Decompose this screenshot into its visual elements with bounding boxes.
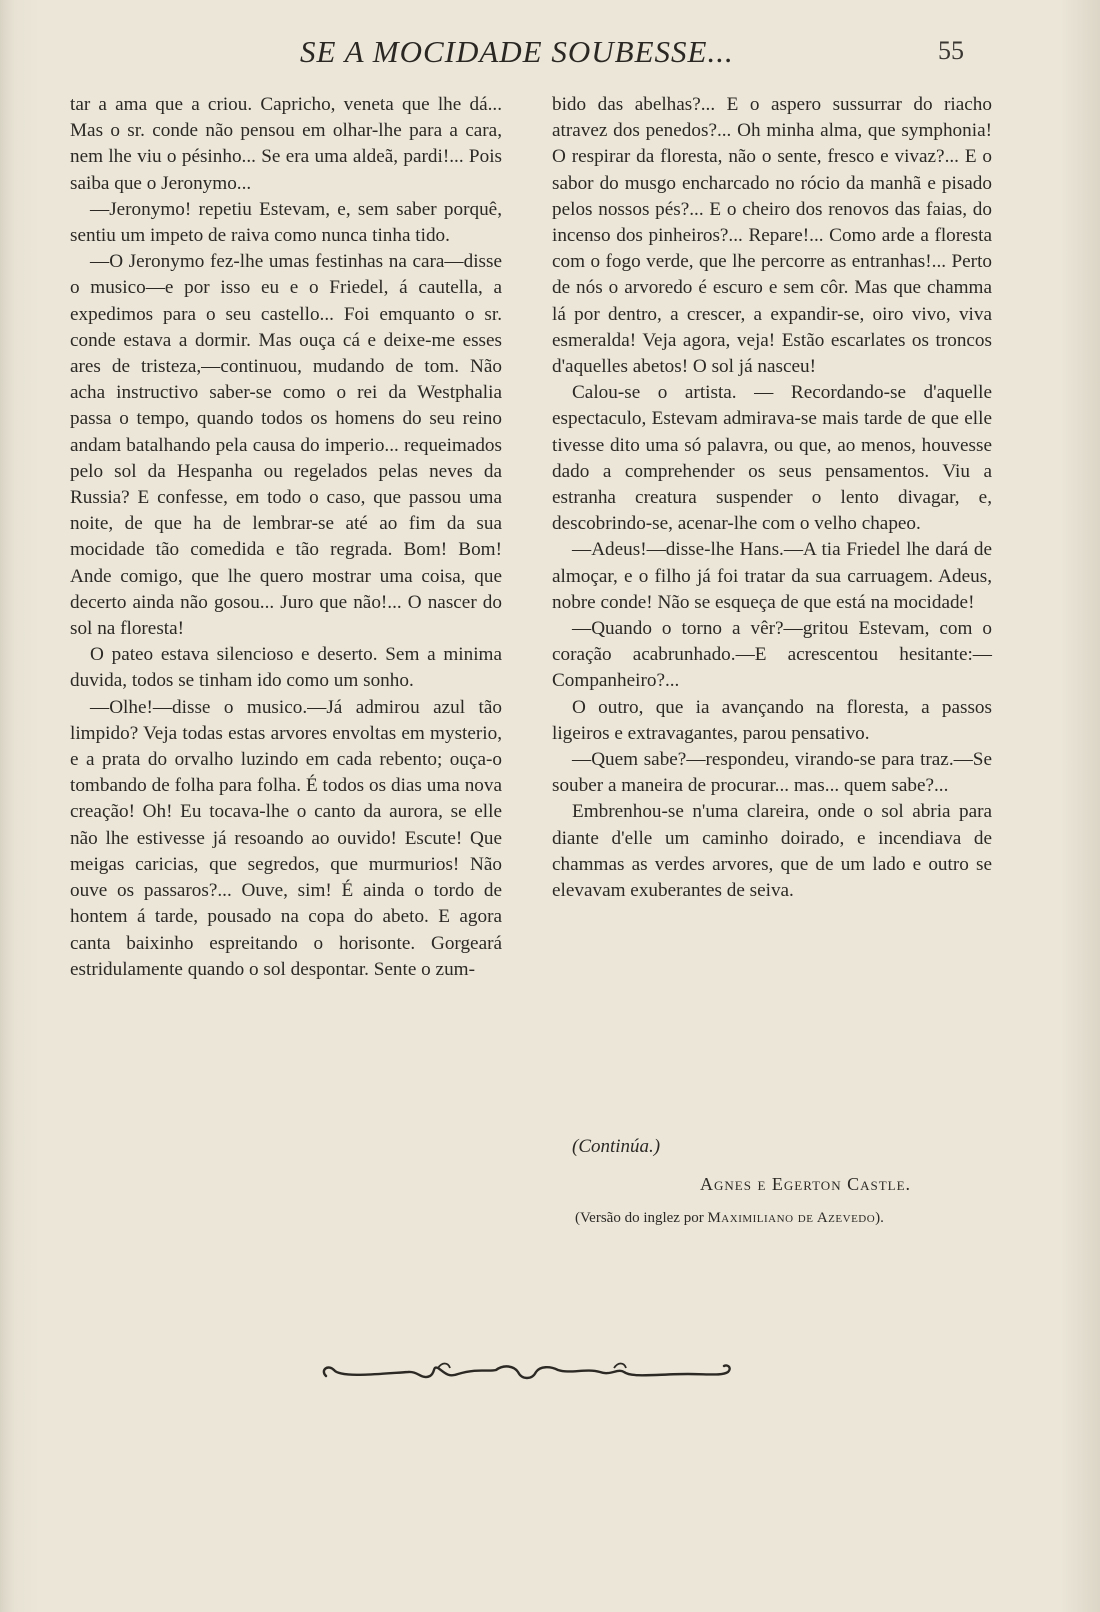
- translation-note: [575, 1210, 995, 1227]
- right-paragraph-2: Calou-se o artista. — Recordando-se d'aquelle espectaculo, Estevam admirava-se mais tarde de que elle tivesse dito uma só palavra, ou que, ao menos, houvesse dado a comprehender os seus pensamentos. Viu a estranha creatura suspender o lento divagar, e, descobrindo-se, acenar-lhe com o velho chapeo.: [552, 382, 992, 535]
- right-paragraph-5: O outro, que ia avançando na floresta, a passos ligeiros e extravagantes, parou pensativo.: [552, 696, 992, 744]
- continua-note: (Continúa.): [572, 1136, 661, 1157]
- translator-name: Maximiliano de Azevedo: [707, 1210, 876, 1226]
- left-paragraph-3: —O Jeronymo fez-lhe umas festinhas na cara—disse o musico—e por isso eu e o Friedel, á cautella, a expedimos para o seu castello... Foi emquanto o sr. conde estava a dormir. Mas ouça cá e deixe-me esses ares de tristeza,—continuou, mudando de tom. Não acha instructivo saber-se como o rei da Westphalia passa o tempo, quando todos os homens do seu reino andam batalhando pela causa do imperio... requeimados pelo sol da Hespanha ou regelados pelas neves da Russia? E confesse, em todo o caso, que passou uma noite, de que ha de lembrar-se até ao fim da sua mocidade tão comedida e tão regrada. Bom! Bom! Ande comigo, que lhe quero mostrar uma coisa, que decerto ainda não gosou... Juro que não!... O nascer do sol na floresta!: [70, 251, 502, 640]
- page-number: 55: [938, 36, 964, 65]
- translation-prefix: (Versão do inglez por: [575, 1210, 708, 1226]
- running-title: SE A MOCIDADE SOUBESSE...: [300, 34, 734, 69]
- left-paragraph-5: —Olhe!—disse o musico.—Já admirou azul tão limpido? Veja todas estas arvores envoltas em mysterio, e a prata do orvalho luzindo em cada rebento; ouça-o tombando de folha para folha. É todos os dias uma nova creação! Oh! Eu tocava-lhe o canto da aurora, se elle não lhe estivesse já resoando ao ouvido! Escute! Que meigas caricias, que segredos, que murmurios! Não ouve os passaros?... Ouve, sim! É ainda o tordo de hontem á tarde, pousado na copa do abeto. E agora canta baixinho espreitando o horisonte. Gorgeará estridulamente quando o sol despontar. Sente o zum-: [70, 696, 502, 980]
- left-paragraph-1: tar a ama que a criou. Capricho, veneta que lhe dá... Mas o sr. conde não pensou em olhar-lhe para a cara, nem lhe viu o pésinho... Se era uma aldeã, pardi!... Pois saiba que o Jeronymo...: [70, 94, 502, 194]
- right-paragraph-3: —Adeus!—disse-lhe Hans.—A tia Friedel lhe dará de almoçar, e o filho já foi tratar da sua carruagem. Adeus, nobre conde! Não se esqueça de que está na mocidade!: [552, 539, 992, 613]
- right-column: [552, 92, 992, 904]
- decorative-flourish-ornament: [318, 1354, 748, 1394]
- author-signature: Agnes e Egerton Castle.: [700, 1174, 912, 1194]
- right-paragraph-4: —Quando o torno a vêr?—gritou Estevam, com o coração acabrunhado.—E acrescentou hesitante:—Companheiro?...: [552, 618, 992, 692]
- left-paragraph-4: O pateo estava silencioso e deserto. Sem a minima duvida, todos se tinham ido como um sonho.: [70, 644, 502, 692]
- right-paragraph-6: —Quem sabe?—respondeu, virando-se para traz.—Se souber a maneira de procurar... mas... quem sabe?...: [552, 749, 992, 797]
- left-paragraph-2: —Jeronymo! repetiu Estevam, e, sem saber porquê, sentiu um impeto de raiva como nunca tinha tido.: [70, 198, 502, 247]
- right-paragraph-1: bido das abelhas?... E o aspero sussurrar do riacho atravez dos penedos?... Oh minha alma, que symphonia! O respirar da floresta, não o sente, fresco e vivaz?... E o sabor do musgo encharcado no rócio da manhã e pisado pelos nossos pés?... E o cheiro dos renovos das faias, do incenso dos pinheiros?... Repare!... Como arde a floresta com o fogo verde, que lhe percorre as entranhas!... Perto de nós o arvoredo é escuro e sem côr. Mas que chamma lá por dentro, a crescer, a expandir-se, oiro vivo, viva esmeralda! Veja agora, veja! Estão escarlates os troncos d'aquelles abetos! O sol já nasceu!: [552, 94, 992, 378]
- translation-suffix: ).: [875, 1210, 884, 1226]
- left-column: [70, 92, 502, 983]
- right-paragraph-7: Embrenhou-se n'uma clareira, onde o sol abria para diante d'elle um caminho doirado, e incendiava de chammas as verdes arvores, que de um lado e outro se elevavam exuberantes de seiva.: [552, 801, 992, 902]
- page-header: [0, 34, 1100, 74]
